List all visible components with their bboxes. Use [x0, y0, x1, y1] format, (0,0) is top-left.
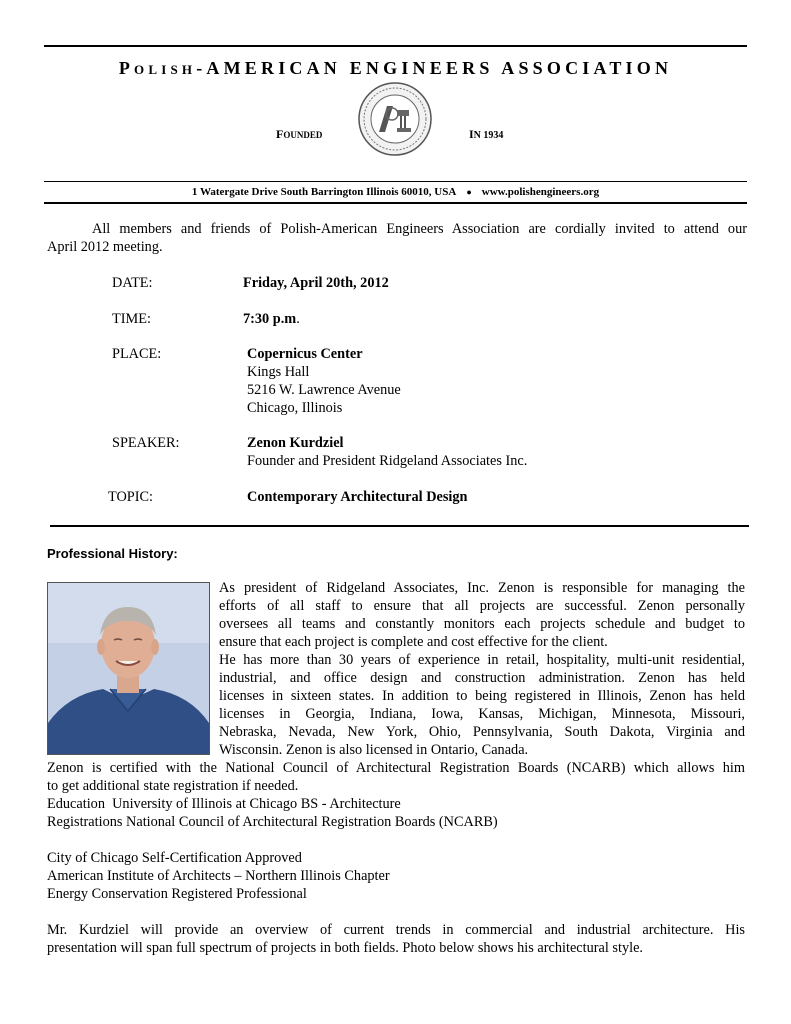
invitation-line-2: April 2012 meeting.: [47, 239, 163, 255]
invitation-line-1: All members and friends of Polish-American Engineers Association are cordially invited to attend our: [92, 221, 747, 237]
speaker-name: Zenon Kurdziel: [247, 435, 344, 451]
address-line: [0, 186, 791, 198]
org-title-rest: -AMERICAN ENGINEERS ASSOCIATION: [196, 58, 673, 78]
speaker-title: Founder and President Ridgeland Associates Inc.: [247, 453, 528, 469]
ncarb-line-2: to get additional state registration if needed.: [47, 778, 299, 794]
bio-line: licenses in Georgia, Indiana, Iowa, Kansas, Michigan, Minnesota, Missouri,: [219, 706, 745, 722]
cert-line-2: American Institute of Architects – Northern Illinois Chapter: [47, 868, 390, 884]
date-label: DATE:: [112, 275, 153, 291]
speaker-label: SPEAKER:: [112, 435, 180, 451]
bio-full-width: [47, 759, 745, 957]
in-rest: N 1934: [473, 130, 504, 141]
spacer: [47, 831, 745, 849]
place-label: PLACE:: [112, 346, 162, 362]
section-rule: [50, 525, 749, 527]
org-title: [0, 58, 791, 79]
org-title-first: P: [118, 58, 135, 78]
cert-line-1: City of Chicago Self-Certification Approved: [47, 850, 302, 866]
time-value-wrap: [243, 311, 300, 328]
overview-line-1: Mr. Kurdziel will provide an overview of current trends in commercial and industrial architecture. His: [47, 922, 745, 938]
spacer: [47, 903, 745, 921]
bio-right-column: [219, 579, 745, 759]
bio-line: licenses in sixteen states. In addition to being registered in Illinois, Zenon has held: [219, 688, 745, 704]
address-bottom-rule: [44, 202, 747, 204]
date-value: Friday, April 20th, 2012: [243, 275, 389, 291]
time-period: .: [296, 311, 300, 327]
speaker-photo: [47, 582, 210, 755]
bullet-icon: ●: [466, 187, 472, 197]
bio-line: He has more than 30 years of experience in retail, hospitality, multi-unit residential,: [219, 652, 745, 668]
education-line: Education University of Illinois at Chicago BS - Architecture: [47, 796, 401, 812]
association-seal-icon: [357, 80, 433, 158]
founded-rest: OUNDED: [283, 130, 323, 140]
bio-line: Wisconsin. Zenon is also licensed in Ontario, Canada.: [219, 742, 529, 758]
bio-line: As president of Ridgeland Associates, Inc. Zenon is responsible for managing the: [219, 580, 745, 596]
bio-line: oversees all teams and constantly monitors each projects schedule and budget to: [219, 616, 745, 632]
address-text: 1 Watergate Drive South Barrington Illinois 60010, USA: [191, 186, 457, 198]
website-link[interactable]: www.polishengineers.org: [481, 186, 600, 198]
place-name: Copernicus Center: [247, 346, 363, 362]
overview-line-2: presentation will span full spectrum of projects in both fields. Photo below shows his architectural style.: [47, 940, 643, 956]
registrations-line: Registrations National Council of Architectural Registration Boards (NCARB): [47, 814, 498, 830]
bio-line: industrial, and office design and construction administration. Zenon has held: [219, 670, 745, 686]
time-value: 7:30 p.m: [243, 311, 297, 327]
invitation-text: [47, 220, 747, 256]
founded-first: F: [276, 127, 284, 141]
in-first: I: [469, 127, 474, 141]
top-rule: [44, 45, 747, 47]
cert-line-3: Energy Conservation Registered Professional: [47, 886, 307, 902]
in-year-label: [469, 127, 503, 142]
org-title-polish: OLISH: [134, 62, 197, 77]
topic-value: Contemporary Architectural Design: [247, 489, 468, 505]
place-line-4: Chicago, Illinois: [247, 400, 343, 416]
section-heading: Professional History:: [47, 546, 178, 561]
time-label: TIME:: [112, 311, 151, 327]
ncarb-line-1: Zenon is certified with the National Council of Architectural Registration Boards (NCARB) which allows him: [47, 760, 745, 776]
topic-label: TOPIC:: [108, 489, 154, 505]
bio-line: efforts of all staff to ensure that all projects are successful. Zenon personally: [219, 598, 745, 614]
bio-line: ensure that each project is complete and cost effective for the client.: [219, 634, 608, 650]
founded-label: [276, 127, 322, 142]
bio-line: Nebraska, Nevada, New York, Ohio, Pennsylvania, South Dakota, Virginia and: [219, 724, 745, 740]
address-top-rule: [44, 181, 747, 182]
place-line-3: 5216 W. Lawrence Avenue: [247, 382, 401, 398]
place-line-2: Kings Hall: [247, 364, 310, 380]
